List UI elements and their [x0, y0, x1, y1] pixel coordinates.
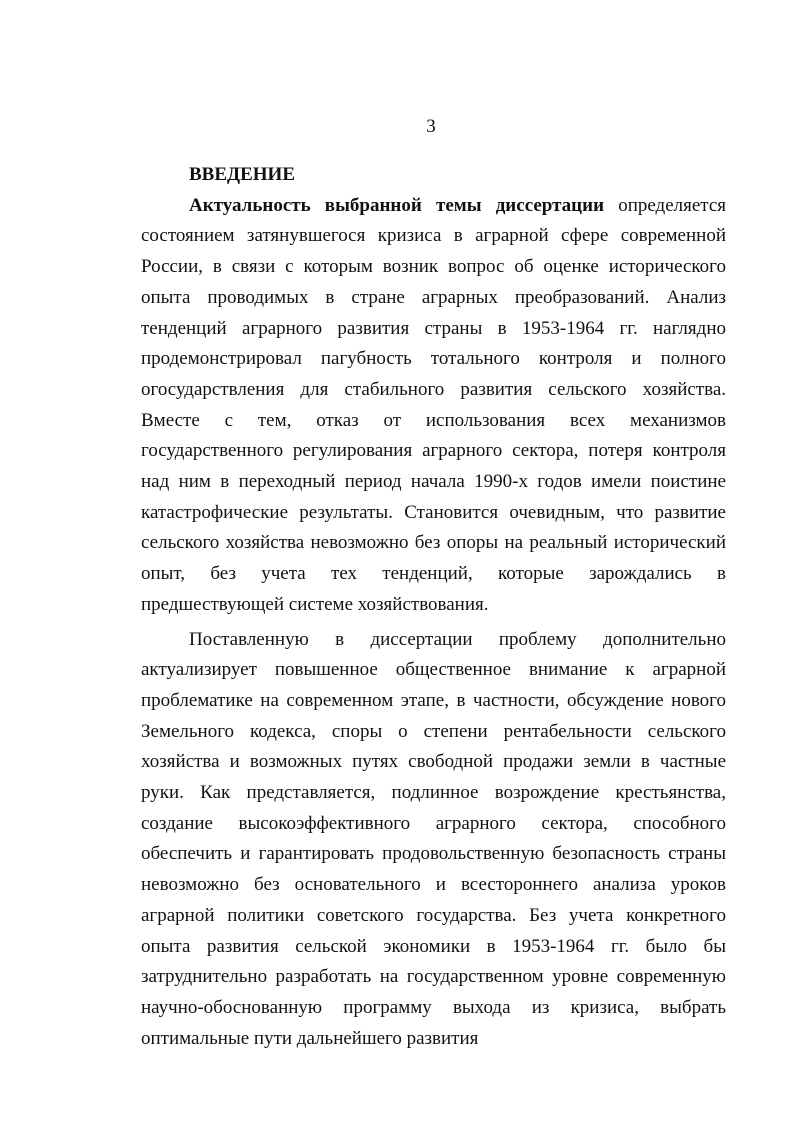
paragraph-relevance — [141, 191, 726, 621]
paragraph-actualization — [141, 625, 726, 1055]
paragraph-lead-bold: Актуальность выбранной темы диссертации — [189, 194, 605, 216]
section-heading: ВВЕДЕНИЕ — [189, 164, 295, 185]
paragraph-text: определяется состоянием затянувшегося кризиса в аграрной сфере современной России, в связи с которым возник вопрос об оценке исторического опыта проводимых в стране аграрных преобразований. Анализ тенденций аграрного развития страны в 1953-1964 гг. наглядно продемонстрировал пагубность тотального контроля и полного огосударствления для стабильного развития сельского хозяйства. Вместе с тем, отказ от использования всех механизмов государственного регулирования аграрного сектора, потеря контроля над ним в переходный период начала 1990-х годов имели поистине катастрофические результаты. Становится очевидным, что развитие сельского хозяйства невозможно без опоры на реальный исторический опыт, без учета тех тенденций, которые зарождались в предшествующей системе хозяйствования. — [141, 194, 726, 615]
paragraph-text: Поставленную в диссертации проблему дополнительно актуализирует повышенное общественное внимание к аграрной проблематике на современном этапе, в частности, обсуждение нового Земельного кодекса, споры о степени рентабельности сельского хозяйства и возможных путях свободной продажи земли в частные руки. Как представляется, подлинное возрождение крестьянства, создание высокоэффективного аграрного сектора, способного обеспечить и гарантировать продовольственную безопасность страны невозможно без основательного и всестороннего анализа уроков аграрной политики советского государства. Без учета конкретного опыта развития сельской экономики в 1953-1964 гг. было бы затруднительно разработать на государственном уровне современную научно-обоснованную программу выхода из кризиса, выбрать оптимальные пути дальнейшего развития — [141, 628, 726, 1049]
page-number: 3 — [426, 116, 436, 137]
document-body — [141, 160, 726, 1054]
